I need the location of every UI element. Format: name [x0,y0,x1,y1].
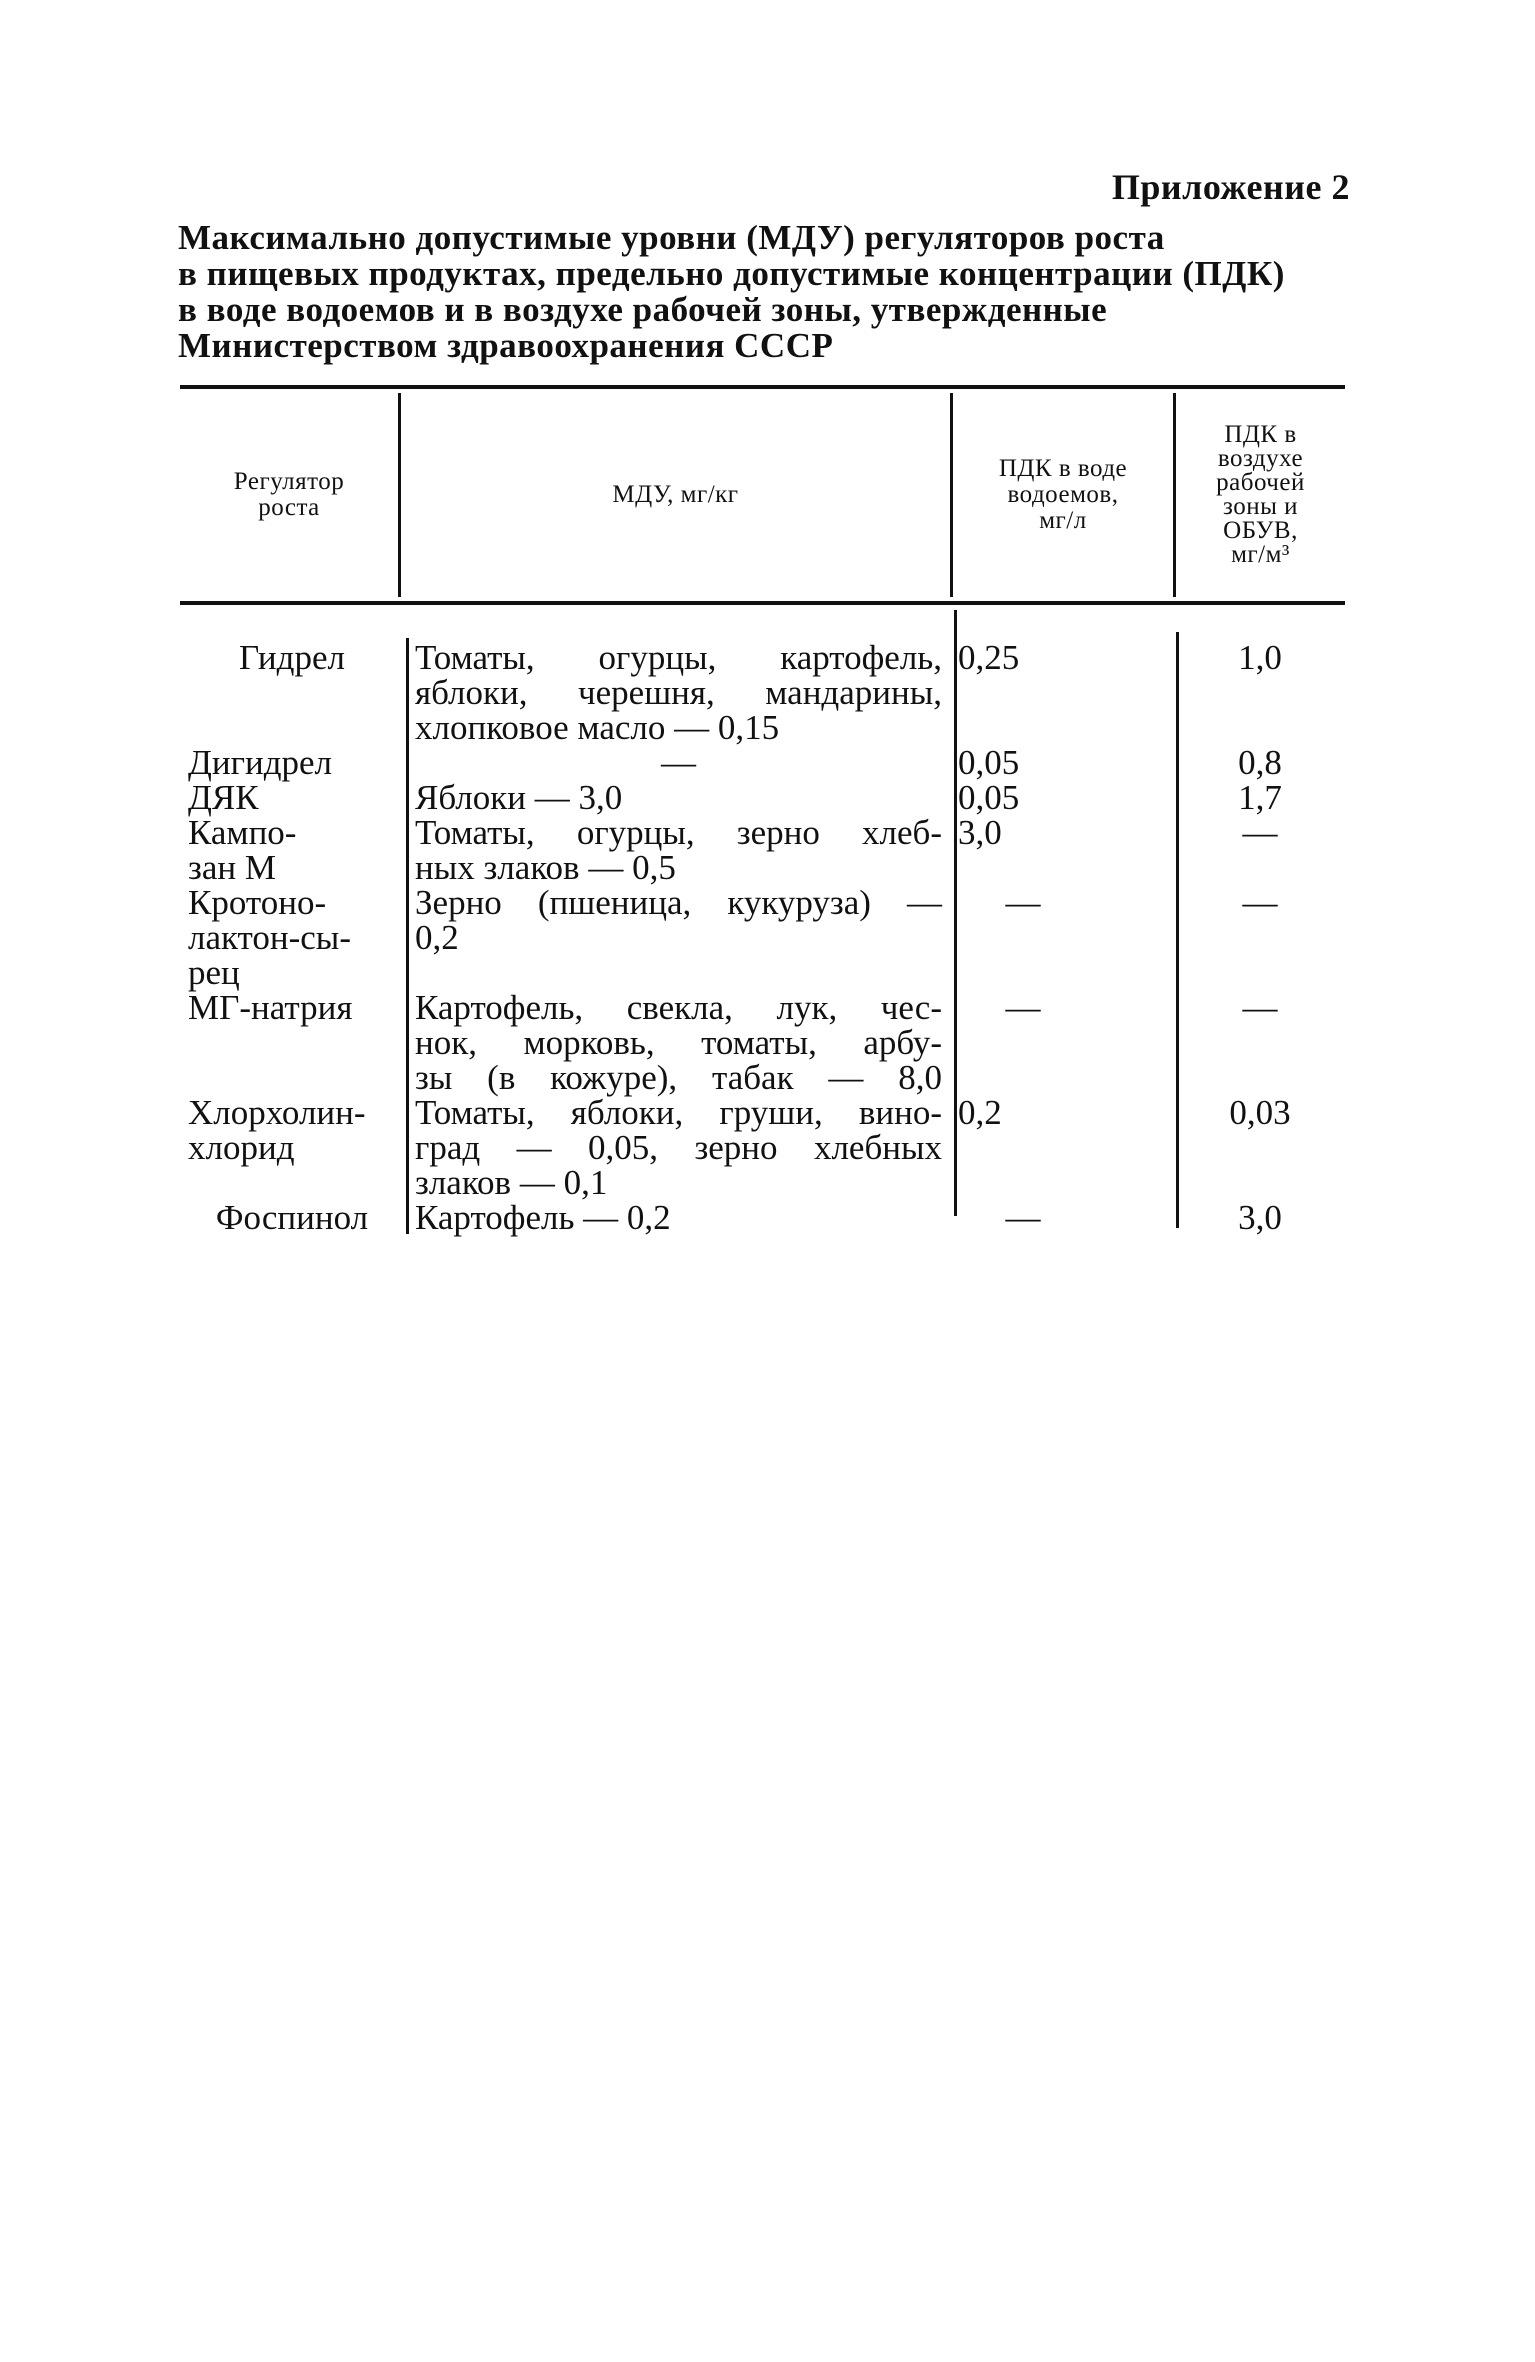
table-body [180,640,1345,1235]
mdu-cell: Зерно (пшеница, кукуруза) — 0,2 [415,883,942,957]
water-cell: 0,2 [958,1093,1002,1132]
document-title [178,220,1358,364]
water-cell: — [1005,988,1041,1027]
water-cell: — [1005,1198,1041,1237]
regulator-name: Гидрел [239,638,345,677]
mdu-cell: Томаты, яблоки, груши, вино- град — 0,05, зерно хлебных злаков — 0,1 [415,1093,942,1202]
header-text: МДУ, мг/кг [612,481,739,508]
header-mdu [401,395,950,595]
header-text: зоны и [1222,493,1299,520]
mdu-cell: Картофель — 0,2 [415,1198,671,1237]
header-air [1176,395,1345,595]
water-cell: 0,05 [958,743,1020,782]
regulator-name: МГ-натрия [188,988,353,1027]
regulator-name: Хлорхолин- хлорид [188,1093,366,1167]
air-cell: — [1242,883,1278,922]
table-row [180,885,1345,990]
header-text: роста [258,494,320,521]
regulator-name: Дигидрел [188,743,332,782]
table-row [180,745,1345,780]
regulator-name: Кротоно- лактон-сы- рец [188,883,351,992]
mdu-cell: — [661,743,696,782]
header-text: мг/л [1039,507,1087,534]
regulator-name: Фоспинол [215,1198,369,1237]
air-cell: 3,0 [1238,1198,1282,1237]
air-cell: 1,7 [1238,778,1282,817]
header-text: мг/м³ [1231,541,1290,568]
title-line: Максимально допустимые уровни (МДУ) регуляторов роста [178,218,1165,257]
mdu-cell: Картофель, свекла, лук, чес- нок, морковь, томаты, арбу- зы (в кожуре), табак — 8,0 [415,988,942,1097]
regulator-name: Кампо- зан М [188,813,297,887]
table-row [180,990,1345,1095]
header-text: рабочей [1216,469,1305,496]
header-regulator [180,395,398,595]
table-row [180,780,1345,815]
title-line: в воде водоемов и в воздухе рабочей зоны, утвержденные [178,290,1108,329]
title-line: Министерством здравоохранения СССР [178,326,834,365]
water-cell: 0,25 [958,638,1020,677]
water-cell: 0,05 [958,778,1020,817]
header-text: водоемов, [1007,481,1119,508]
header-text: ОБУВ, [1223,517,1298,544]
air-cell: 0,03 [1229,1093,1291,1132]
appendix-label: Приложение 2 [1111,167,1350,207]
mdu-cell: Томаты, огурцы, зерно хлеб- ных злаков — 0,5 [415,813,942,887]
air-cell: — [1242,813,1278,852]
table-header-rule [180,601,1345,605]
header-text: Регулятор [233,468,345,495]
air-cell: 0,8 [1238,743,1282,782]
air-cell: — [1242,988,1278,1027]
title-line: в пищевых продуктах, предельно допустимые концентрации (ПДК) [178,254,1285,293]
header-text: ПДК в [1224,421,1297,448]
header-text: ПДК в воде [998,455,1128,482]
air-cell: 1,0 [1238,638,1282,677]
mdu-cell: Томаты, огурцы, картофель, яблоки, черешня, мандарины, хлопковое масло — 0,15 [415,638,942,747]
table-row [180,1095,1345,1200]
table-row [180,1200,1345,1235]
table-top-rule [180,385,1345,389]
table-row [180,640,1345,745]
water-cell: 3,0 [958,813,1002,852]
water-cell: — [1005,883,1041,922]
mdu-cell: Яблоки — 3,0 [415,778,623,817]
table-row [180,815,1345,885]
header-water [953,395,1173,595]
header-text: воздухе [1217,445,1304,472]
regulator-name: ДЯК [188,778,259,817]
